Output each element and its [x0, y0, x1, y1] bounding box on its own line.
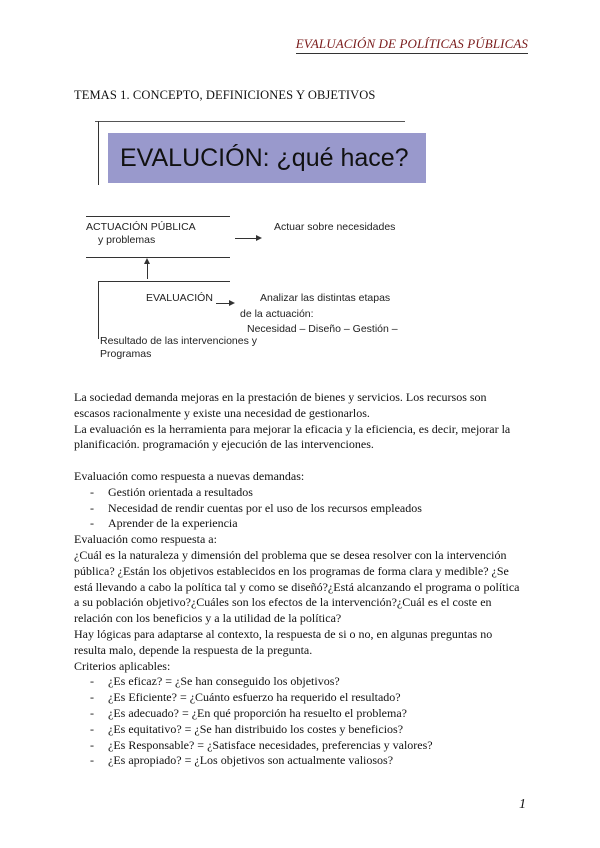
respuesta-line: relación con los beneficios y a la utilidad de la política? — [74, 611, 342, 626]
list-item: - ¿Es equitativo? = ¿Se han distribuido los costes y beneficios? — [90, 721, 404, 736]
list-item: - Gestión orientada a resultados — [90, 484, 253, 499]
list-item: - ¿Es Eficiente? = ¿Cuánto esfuerzo ha requerido el resultado? — [90, 690, 401, 705]
bullet-dash: - — [90, 705, 94, 720]
resultado-label-1: Resultado de las intervenciones y — [100, 335, 258, 347]
bullet-dash: - — [90, 484, 94, 499]
bullet-dash: - — [90, 516, 94, 531]
respuesta-line: a su población objetivo?¿Cuáles son los efectos de la intervención?¿Cuál es el coste en — [74, 595, 492, 610]
intro-line: planificación. programación y ejecución de las intervenciones. — [74, 437, 374, 452]
running-header: EVALUACIÓN DE POLÍTICAS PÚBLICAS — [296, 36, 528, 54]
slide-banner: EVALUCIÓN: ¿qué hace? — [108, 133, 426, 183]
intro-line: La evaluación es la herramienta para mejorar la eficacia y la eficiencia, es decir, mejorar la — [74, 421, 511, 436]
actuar-label: Actuar sobre necesidades — [274, 221, 396, 233]
feedback-arrow-line — [147, 263, 148, 279]
bullet-dash: - — [90, 721, 94, 736]
evaluacion-label: EVALUACIÓN — [146, 292, 213, 304]
respuesta-title: Evaluación como respuesta a: — [74, 532, 217, 547]
list-item: - Necesidad de rendir cuentas por el uso de los recursos empleados — [90, 500, 422, 515]
criterios-title: Criterios aplicables: — [74, 658, 171, 673]
body-text — [74, 390, 530, 769]
list-item: - ¿Es Responsable? = ¿Satisface necesidades, preferencias y valores? — [90, 737, 433, 752]
actuacion-label: ACTUACIÓN PÚBLICA — [86, 221, 196, 233]
intro-line: escasos racionalmente y existe una necesidad de gestionarlos. — [74, 405, 370, 420]
analizar-label-2: de la actuación: — [240, 308, 314, 320]
respuesta-line: está llevando a cabo la política tal y como se diseñó?¿Está alcanzando el programa o política — [74, 579, 520, 594]
list-item: - Aprender de la experiencia — [90, 516, 238, 531]
analizar-label-3: Necesidad – Diseño – Gestión – — [247, 323, 398, 335]
criterios-list — [74, 674, 530, 769]
page-number: 1 — [519, 797, 526, 812]
bullet-dash: - — [90, 500, 94, 515]
actuacion-sublabel: y problemas — [98, 234, 156, 246]
list-item: - ¿Es eficaz? = ¿Se han conseguido los objetivos? — [90, 674, 340, 689]
feedback-arrowhead — [144, 258, 150, 264]
respuesta-line: pública? ¿Están los objetivos establecidos en los programas de forma clara y medible? ¿Se — [74, 563, 509, 578]
intro-line: La sociedad demanda mejoras en la prestación de bienes y servicios. Los recursos son — [74, 390, 487, 404]
resultado-label-2: Programas — [100, 348, 152, 360]
spacer — [74, 453, 530, 469]
actuar-arrowhead — [256, 235, 262, 241]
analizar-label-1: Analizar las distintas etapas — [260, 292, 391, 304]
evaluacion-left-line — [98, 281, 99, 339]
actuacion-top-line — [86, 216, 230, 217]
respuesta-line: ¿Cuál es la naturaleza y dimensión del problema que se desea resolver con la intervención — [74, 547, 507, 562]
bullet-dash: - — [90, 753, 94, 768]
analizar-arrow-line — [216, 303, 230, 304]
bullet-dash: - — [90, 674, 94, 689]
section-heading: TEMAS 1. CONCEPTO, DEFINICIONES Y OBJETIVOS — [74, 88, 376, 102]
actuar-arrow-line — [235, 238, 257, 239]
demandas-list — [74, 485, 530, 532]
list-item: - ¿Es apropiado? = ¿Los objetivos son actualmente valiosos? — [90, 753, 394, 768]
actuacion-bottom-line — [86, 257, 230, 258]
bullet-dash: - — [90, 737, 94, 752]
slide-left-border — [98, 121, 99, 185]
list-item: - ¿Es adecuado? = ¿En qué proporción ha resuelto el problema? — [90, 705, 407, 720]
evaluacion-top-line — [98, 281, 230, 282]
bullet-dash: - — [90, 690, 94, 705]
slide-top-border — [95, 121, 405, 122]
respuesta-line: resulta malo, depende la respuesta de la pregunta. — [74, 642, 313, 657]
demandas-title: Evaluación como respuesta a nuevas demandas: — [74, 468, 305, 483]
analizar-arrowhead — [229, 300, 235, 306]
respuesta-line: Hay lógicas para adaptarse al contexto, la respuesta de si o no, en algunas preguntas no — [74, 626, 493, 641]
